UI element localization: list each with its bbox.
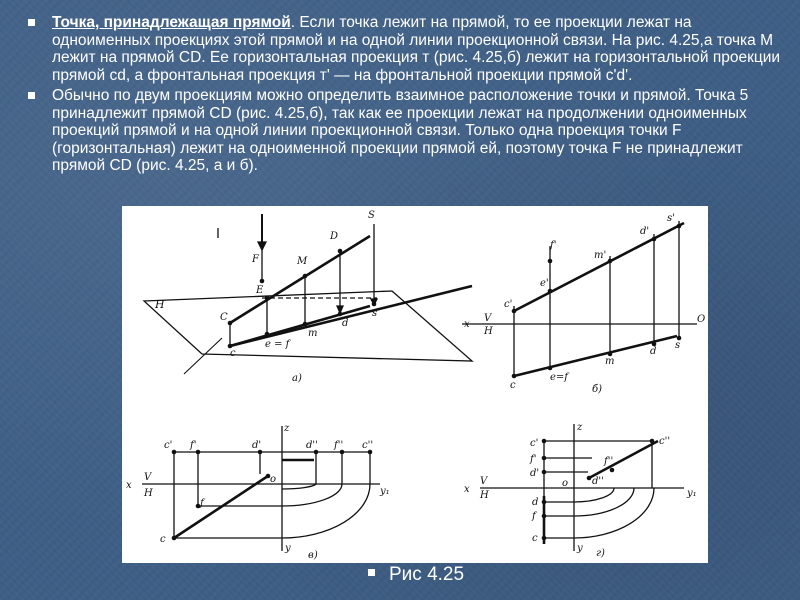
label-g-c1: c' (530, 438, 539, 449)
label-a-M: M (297, 256, 308, 267)
label-v-d2: d'' (306, 440, 318, 451)
label-b-c1: c' (504, 299, 513, 310)
label-v-y1: y₁ (380, 486, 390, 497)
label-a-F: F (252, 254, 259, 265)
label-a-ef: e = f (265, 339, 290, 350)
paragraph-heading: Точка, принадлежащая прямой (52, 14, 291, 31)
label-b-c: c (510, 380, 516, 391)
label-a-d: d (342, 318, 349, 329)
label-g-d1: d' (530, 468, 540, 479)
label-g-V: V (480, 476, 488, 487)
label-g-H: H (480, 490, 489, 501)
label-g-d: d (532, 497, 539, 508)
panel-b-drawing (462, 221, 697, 378)
label-b-s: s (675, 340, 681, 351)
paragraph-body: . Если точка лежит на прямой, то ее проекции лежат на одноименных проекциях этой прямой и на одной линии проекционной связи. На рис. 4.25,а точка М лежит на прямой CD. Ее горизонтальная проекция т (рис. 4.25,б) лежит на горизонтальной проекции прямой cd, а фронтальная проекция т' — на фронтальной проекции прямой c'd'. (52, 14, 781, 84)
label-g-y1: y₁ (687, 488, 697, 499)
panel-a-drawing (144, 214, 472, 391)
label-a-H: H (155, 298, 165, 311)
label-g-f1: f' (530, 454, 537, 465)
label-v-f: f (200, 498, 204, 509)
label-b-d1: d' (640, 226, 650, 237)
label-b-s1: s' (667, 213, 675, 224)
label-a-s: s (372, 308, 378, 319)
label-g-c: c (532, 533, 538, 544)
label-v-y: y (285, 543, 291, 554)
label-v-f2: f'' (334, 440, 344, 451)
label-a-S: S (368, 210, 375, 221)
label-g-y: y (577, 543, 583, 554)
label-v-H: H (144, 488, 153, 499)
label-v-z: z (284, 423, 290, 434)
label-g-f2: f'' (604, 456, 614, 467)
label-g-x: x (464, 484, 470, 495)
label-g-o: o (562, 478, 569, 489)
label-v-c: c (160, 534, 166, 545)
label-b-x: x (464, 319, 470, 330)
label-b-f1: f' (550, 240, 557, 251)
panel-a-tag: а) (292, 373, 302, 384)
label-g-c2: c'' (659, 436, 671, 447)
label-v-o: o (270, 474, 277, 485)
label-v-c2: c'' (362, 440, 374, 451)
paragraph-mutual-position (18, 87, 788, 175)
label-b-ef: e=f (550, 372, 568, 383)
panel-g-drawing (480, 424, 684, 551)
label-g-z: z (577, 422, 583, 433)
label-b-m: m (605, 356, 615, 367)
paragraph-body-2: Обычно по двум проекциям можно определить взаимное расположение точки и прямой. Точка 5 принадлежит прямой CD (рис. 4.25,б), так как ее проекции лежат на продолжении одноименных проекций прямой и на одной линии проекционной связи. Только одна проекция точки F (горизонтальная) лежит на одноименной проекции прямой ей, поэтому точка F не принадлежит прямой CD (рис. 4.25, а и б). (52, 87, 749, 174)
label-v-f1: f' (190, 440, 197, 451)
label-b-d: d (650, 346, 657, 357)
bullet-square-icon (368, 569, 375, 576)
label-v-c1: c' (164, 440, 173, 451)
label-v-d1: d' (252, 440, 262, 451)
figure-caption (368, 564, 464, 586)
label-v-x: x (126, 480, 132, 491)
label-b-O: O (697, 314, 706, 325)
panel-g-tag: г) (596, 548, 605, 559)
label-g-d2: d'' (592, 476, 604, 487)
label-a-m: m (308, 328, 318, 339)
label-a-C: C (220, 312, 228, 323)
label-a-c: c (230, 348, 236, 359)
text-bullets (18, 14, 788, 178)
label-b-m1: m' (594, 250, 607, 261)
panel-b-tag: б) (592, 384, 603, 395)
panel-v-tag: в) (308, 550, 318, 561)
figure-4-25 (122, 206, 708, 563)
label-a-E: E (256, 285, 264, 296)
label-a-D: D (330, 231, 339, 242)
label-b-e1: e' (540, 278, 549, 289)
projection-drawings (122, 206, 708, 563)
label-b-H: H (484, 326, 493, 337)
caption-text: Рис 4.25 (389, 564, 465, 585)
label-g-f: f (532, 511, 536, 522)
label-b-V: V (484, 313, 492, 324)
label-v-V: V (144, 472, 152, 483)
paragraph-point-on-line (18, 14, 788, 84)
